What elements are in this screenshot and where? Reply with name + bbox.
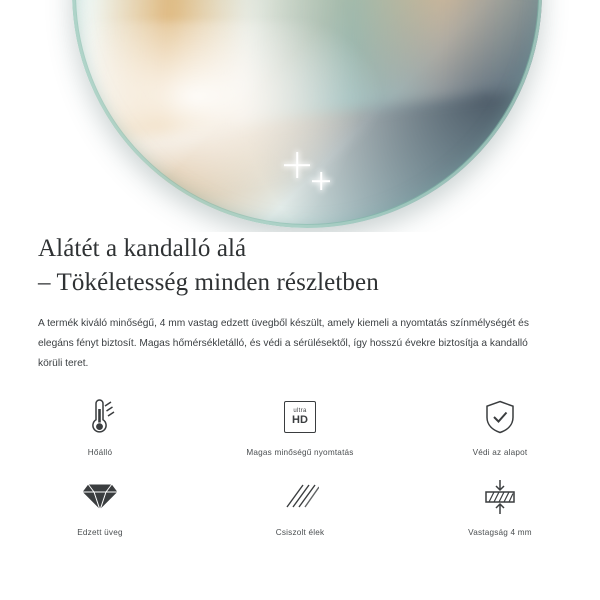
feature-polished-edges <box>200 475 400 537</box>
ultra-hd-badge-top: ultra <box>293 408 307 414</box>
feature-surface-protection <box>400 395 600 457</box>
feature-grid <box>0 395 600 537</box>
polished-edges-icon <box>281 475 319 519</box>
feature-label: Edzett üveg <box>77 528 123 537</box>
thickness-icon <box>481 475 519 519</box>
feature-label: Magas minőségű nyomtatás <box>246 448 354 457</box>
feature-label: Csiszolt élek <box>275 528 325 537</box>
ultra-hd-badge-bottom: HD <box>292 414 308 426</box>
round-marble-glass-board <box>72 0 542 228</box>
feature-tempered-glass <box>0 475 200 537</box>
feature-label: Hőálló <box>87 448 113 457</box>
diamond-icon <box>80 475 120 519</box>
headline-line-1: Alátét a kandalló alá <box>38 235 247 262</box>
feature-label: Vastagság 4 mm <box>468 528 532 537</box>
headline-line-2: – Tökéletesség minden részletben <box>38 269 379 296</box>
feature-print-quality <box>200 395 400 457</box>
feature-thickness <box>400 475 600 537</box>
feature-label: Védi az alapot <box>472 448 528 457</box>
page-title <box>0 232 600 300</box>
body-paragraph: A termék kiváló minőségű, 4 mm vastag edzett üvegből készült, amely kiemeli a nyomtatás színmélységét és elegáns fényt biztosít. Magas hőmérsékletálló, és védi a sérülésektől, így hosszú évekre biztosítja a kandalló körüli teret. <box>38 318 529 369</box>
shield-check-icon <box>483 395 517 439</box>
hero-image <box>0 0 600 232</box>
ultra-hd-icon <box>284 395 316 439</box>
text-content <box>0 232 600 374</box>
thermometer-icon <box>82 395 118 439</box>
feature-heat-resistant <box>0 395 200 457</box>
